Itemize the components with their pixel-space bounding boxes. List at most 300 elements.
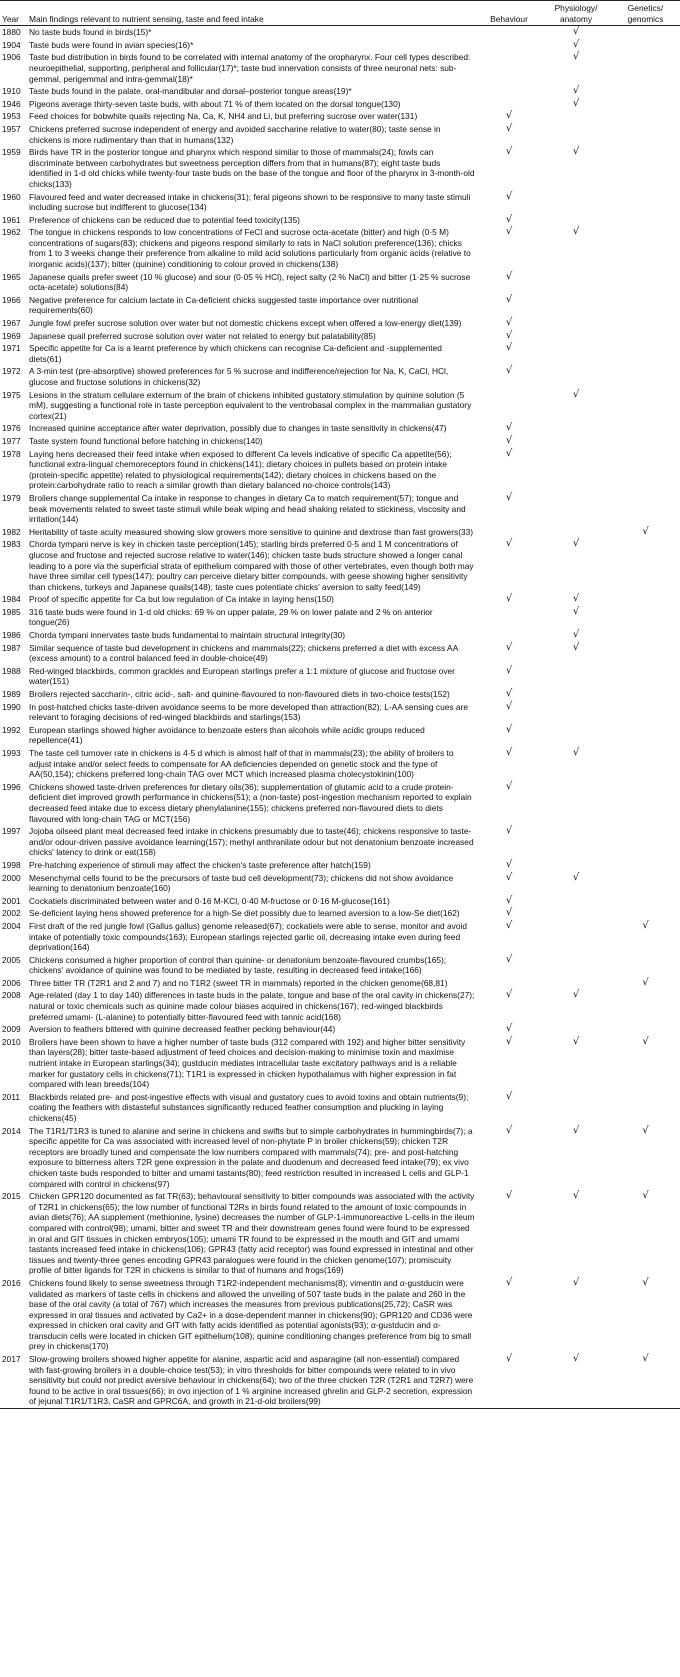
genetics-check: √	[642, 1035, 649, 1047]
findings-cell: Taste buds found in the palate, oral-mandibular and dorsal–posterior tongue areas(19)*	[29, 86, 352, 97]
genetics-check	[611, 389, 680, 423]
behaviour-header: Behaviour	[477, 1, 541, 26]
physiology-check	[541, 724, 611, 747]
year-cell: 2014	[2, 1125, 21, 1136]
physiology-check: √	[572, 85, 580, 97]
year-cell: 1961	[2, 214, 21, 225]
table-row	[0, 330, 680, 343]
findings-cell: Taste buds were found in avian species(16)*	[29, 39, 194, 50]
year-cell: 1988	[2, 665, 21, 676]
year-cell: 1959	[2, 147, 21, 158]
findings-cell: Heritability of taste acuity measured showing slow growers more sensitive to quinine and dextrose than fast growers(33)	[29, 526, 474, 537]
table-body	[0, 26, 680, 1409]
physiology-header: Physiology/ anatomy	[541, 1, 611, 26]
findings-cell: Age-related (day 1 to day 140) differences in taste buds in the palate, tongue and base of the oral cavity in chickens(27); natural or toxic chemicals such as quinine made colour biases acquired in chickens(167); red-winged blackbirds preferred umami- (L-alanine) to potentially bitter-flavoured feed with tannic acid(168)	[29, 990, 475, 1022]
table-row	[0, 98, 680, 111]
table-row	[0, 872, 680, 895]
behaviour-check: √	[477, 1353, 541, 1408]
behaviour-check: √	[505, 747, 513, 758]
genetics-check	[611, 146, 680, 190]
year-cell: 1906	[2, 52, 21, 63]
genetics-check	[611, 593, 680, 606]
table-row	[0, 85, 680, 98]
behaviour-check: √	[505, 780, 513, 792]
year-cell: 2011	[2, 1091, 21, 1102]
behaviour-check	[477, 526, 541, 539]
year-cell: 1993	[2, 748, 21, 758]
year-cell: 2015	[2, 1191, 21, 1202]
findings-cell: Pre-hatching experience of stimuli may affect the chicken's taste preference after hatch(159)	[29, 859, 371, 870]
physiology-check	[541, 907, 611, 920]
year-cell: 1957	[2, 123, 21, 134]
physiology-check	[541, 954, 611, 977]
table-row	[0, 1277, 680, 1353]
year-cell: 1998	[2, 859, 21, 870]
physiology-check: √	[572, 747, 580, 758]
genetics-check	[611, 724, 680, 747]
physiology-check: √	[572, 26, 580, 38]
findings-cell: Blackbirds related pre- and post-ingestive effects with visual and gustatory cues to avoid toxins and obtain nutrients(9); coating the feathers with distasteful substances significantly reduced feather consumption and plucking in laying chickens(45)	[29, 1091, 469, 1123]
physiology-check	[541, 448, 611, 492]
behaviour-check: √	[505, 110, 513, 122]
physiology-check: √	[541, 1353, 611, 1408]
table-row	[0, 123, 680, 146]
year-cell: 2010	[2, 1036, 21, 1047]
table-row	[0, 214, 680, 227]
year-cell: 1966	[2, 294, 21, 305]
behaviour-check	[477, 98, 541, 111]
table-row	[0, 920, 680, 954]
behaviour-check: √	[505, 434, 513, 446]
table-row	[0, 51, 680, 85]
findings-header: Main findings relevant to nutrient sensing, taste and feed intake	[27, 1, 477, 26]
genetics-check	[611, 872, 680, 895]
table-row	[0, 895, 680, 908]
genetics-header: Genetics/ genomics	[611, 1, 680, 26]
behaviour-check: √	[505, 825, 513, 837]
findings-cell: Pigeons average thirty-seven taste buds, with about 71 % of them located on the dorsal tongue(130)	[29, 98, 401, 109]
table-row	[0, 110, 680, 123]
table-row	[0, 989, 680, 1023]
year-cell: 2000	[2, 872, 21, 883]
year-cell: 1962	[2, 227, 21, 238]
genetics-check: √	[642, 919, 649, 931]
physiology-check	[541, 526, 611, 539]
findings-cell: Taste bud distribution in birds found to be correlated with internal anatomy of the oropharynx. Four cell types described: neuroepithelial, supporting, peripheral and follicular(17)*; taste bud innervation consists of three neuronal nets: sub-gemmal, perigemmal and intra-gemmal(18)*	[29, 52, 471, 84]
genetics-check	[611, 330, 680, 343]
findings-cell: Chickens consumed a higher proportion of control than quinine- or denatonium benzoate-flavoured crumbs(165); chickens' avoidance of quinine was found to be mediated by taste, resulting in decreased feed intake(166)	[29, 954, 447, 976]
genetics-check: √	[642, 1190, 649, 1202]
physiology-check: √	[572, 538, 580, 550]
genetics-check	[611, 954, 680, 977]
physiology-check	[541, 665, 611, 688]
year-cell: 1960	[2, 191, 21, 202]
findings-cell: Three bitter TR (T2R1 and 2 and 7) and no T1R2 (sweet TR in mammals) reported in the chicken genome(68,81)	[29, 977, 448, 988]
behaviour-check: √	[505, 1090, 513, 1102]
year-cell: 1953	[2, 111, 21, 122]
behaviour-check: √	[505, 1035, 513, 1047]
year-cell: 1992	[2, 724, 21, 735]
year-cell: 1946	[2, 98, 21, 109]
genetics-check	[611, 629, 680, 642]
behaviour-check: √	[505, 858, 513, 870]
findings-cell: Chorda tympani innervates taste buds fundamental to maintain structural integrity(30)	[29, 630, 346, 641]
physiology-check	[541, 123, 611, 146]
physiology-check: √	[572, 593, 580, 605]
genetics-check	[611, 1091, 680, 1125]
table-row	[0, 629, 680, 642]
genetics-check	[611, 825, 680, 859]
behaviour-check: √	[505, 919, 513, 931]
findings-cell: Se-deficient laying hens showed preference for a high-Se diet possibly due to learned aversion to a low-Se diet(162)	[29, 908, 460, 919]
genetics-check	[611, 665, 680, 688]
year-cell: 2016	[2, 1277, 21, 1288]
year-cell: 2009	[2, 1024, 21, 1035]
findings-cell: Mesenchymal cells found to be the precursors of taste bud cell development(73); chickens did not show avoidance learning to denatonium benzoate(160)	[29, 872, 454, 894]
table-row	[0, 781, 680, 825]
findings-cell: Red-winged blackbirds, common grackles and European starlings prefer a 1:1 mixture of glucose and fructose over water(151)	[29, 665, 455, 687]
findings-cell: Flavoured feed and water decreased intake in chickens(31); feral pigeons shown to be responsive to many taste stimuli including sucrose but indifferent to glucose(134)	[29, 191, 471, 213]
table-row	[0, 342, 680, 365]
year-cell: 2004	[2, 920, 21, 931]
findings-cell: Japanese quails prefer sweet (10 % glucose) and sour (0·05 % HCl), reject salty (2 % NaCl) and bitter (1·25 % sucrose octa-acetate) solutions(84)	[29, 271, 471, 293]
physiology-check	[541, 330, 611, 343]
behaviour-check: √	[505, 538, 513, 550]
genetics-check: √	[642, 1124, 649, 1136]
findings-cell: Lesions in the stratum cellulare externum of the brain of chickens inhibited gustatory stimulation by quinine solution (5 mM), suggesting a functional role in taste perception equivalent to the ventrobasal complex in the mammalian gustatory cortex(21)	[29, 389, 472, 421]
year-cell: 1979	[2, 492, 21, 503]
findings-cell: The tongue in chickens responds to low concentrations of FeCl and sucrose octa-acetate (bitter) and high (0·5 M) concentrations of sugars(83); chickens and pigeons respond similarly to rats in NaCl solution preference(136); chicks from 1 to 3 weeks change their preference from alkaline to mild acid solutions particularly from organic acids (relative to inorganic acids)(137); bitter (quinine) conditioning to colour proved in chickens(138)	[29, 227, 471, 270]
behaviour-check: √	[505, 894, 513, 906]
genetics-check	[611, 448, 680, 492]
physiology-check: √	[572, 146, 580, 158]
physiology-check: √	[572, 97, 580, 109]
behaviour-check: √	[505, 293, 513, 305]
behaviour-check: √	[505, 1190, 513, 1202]
behaviour-check: √	[505, 1124, 513, 1136]
table-row	[0, 1023, 680, 1036]
findings-cell: 316 taste buds were found in 1-d old chicks: 69 % on upper palate, 29 % on lower palate and 2 % on anterior tongue(26)	[29, 606, 433, 628]
year-cell: 1880	[2, 27, 21, 38]
findings-cell: Proof of specific appetite for Ca but low regulation of Ca intake in laying hens(150)	[29, 594, 334, 605]
behaviour-check: √	[505, 1023, 513, 1035]
genetics-check	[611, 317, 680, 330]
year-cell: 1904	[2, 39, 21, 50]
findings-cell: Negative preference for calcium lactate in Ca-deficient chicks suggested taste importance over nutritional requirements(60)	[29, 294, 419, 316]
findings-cell: Cockatiels discriminated between water and 0·16 M-KCl, 0·40 M-fructose or 0·16 M-glucose(161)	[29, 895, 390, 906]
behaviour-check	[477, 51, 541, 85]
physiology-check	[541, 422, 611, 435]
behaviour-check: √	[505, 664, 513, 676]
table-row	[0, 26, 680, 39]
genetics-check: √	[642, 976, 649, 988]
physiology-check	[541, 294, 611, 317]
findings-cell: Preference of chickens can be reduced due to potential feed toxicity(135)	[29, 214, 300, 225]
physiology-check	[541, 492, 611, 526]
genetics-check	[611, 39, 680, 52]
behaviour-check	[477, 977, 541, 990]
findings-cell: Feed choices for bobwhite quails rejecting Na, Ca, K, NH4 and Li, but preferring sucrose over water(131)	[29, 111, 418, 122]
year-cell: 1965	[2, 271, 21, 282]
table-row	[0, 701, 680, 724]
year-cell: 1983	[2, 539, 21, 550]
table-row	[0, 538, 680, 593]
year-cell: 1969	[2, 330, 21, 341]
genetics-check	[611, 26, 680, 39]
year-cell: 1975	[2, 389, 21, 400]
behaviour-check: √	[505, 447, 513, 459]
findings-cell: Laying hens decreased their feed intake when exposed to different Ca levels indicative of specific Ca appetite(56); functional extra-lingual chemoreceptors found in chickens(141); dietary choices in pullets based on protein intake (protein-specific appetite) related to physiological requirements(142); dietary choices in chickens based on the protein:carbohydrate ratio to reach a similar growth than dietary balanced no-choice controls(143)	[29, 448, 452, 491]
genetics-check	[611, 701, 680, 724]
behaviour-check: √	[505, 422, 513, 434]
physiology-check	[541, 317, 611, 330]
year-cell: 2002	[2, 908, 21, 919]
findings-cell: Jojoba oilseed plant meal decreased feed intake in chickens presumably due to taste(46); chickens responsive to taste- and/or odour-driven passive avoidance learning(157); methyl anthranilate odour but not denatonium benzoate increased chicks' latency to drink or eat(158)	[29, 826, 474, 858]
year-cell: 1976	[2, 423, 21, 434]
genetics-check	[611, 492, 680, 526]
physiology-check	[541, 110, 611, 123]
genetics-check	[611, 606, 680, 629]
behaviour-check: √	[505, 907, 513, 919]
year-cell: 1971	[2, 343, 21, 354]
genetics-check	[611, 85, 680, 98]
physiology-check	[541, 1091, 611, 1125]
physiology-check: √	[572, 1276, 580, 1288]
table-row	[0, 526, 680, 539]
year-cell: 1982	[2, 526, 21, 537]
table-row	[0, 954, 680, 977]
table-row	[0, 724, 680, 747]
findings-cell: Chicken GPR120 documented as fat TR(63); behavioural sensitivity to bitter compounds was associated with the activity of T2R1 in chickens(65); the low number of functional T2Rs in birds found related to the amount of toxic compounds in avian diets(76); AA supplement (methionine, lysine) decreases the number of GLP-1-immunoreactive L-cells in the ileum compared with control(98); umami, bitter and sweet TR and their downstream genes found were found to be expressed in oral and GIT tissues in chicken embryos(105); umami TR found to be expressed in the mouth and GIT and umami tastants increased feed intake in chickens(106); GPR43 (fatty acid receptor) was found expressed in intestinal and other tissues and twenty-three genes encoding GPR43 paralogues were found in the chicken genome(107); promiscuity profile of bitter ligands for T2R in chickens is similar to that of humans and frogs(169)	[29, 1191, 475, 1276]
year-cell: 1967	[2, 318, 21, 329]
genetics-check	[611, 435, 680, 448]
physiology-check: √	[572, 388, 580, 400]
physiology-check: √	[572, 51, 580, 63]
physiology-check: √	[572, 989, 580, 1001]
table-row	[0, 1353, 680, 1408]
table-row	[0, 389, 680, 423]
behaviour-check	[477, 39, 541, 52]
year-cell: 1989	[2, 689, 21, 700]
genetics-check	[611, 271, 680, 294]
physiology-check: √	[572, 629, 580, 641]
physiology-check	[541, 688, 611, 701]
genetics-check	[611, 98, 680, 111]
genetics-check	[611, 123, 680, 146]
physiology-check: √	[572, 1035, 580, 1047]
table-row	[0, 271, 680, 294]
genetics-check	[611, 294, 680, 317]
table-row	[0, 226, 680, 270]
findings-cell: The T1R1/T1R3 is tuned to alanine and serine in chickens and swifts but to simple carbohydrates in hummingbirds(7); a specific appetite for Ca was associated with increased level of non-phytate P in broiler chickens(59); chicken T2R receptors are broadly tuned and compensate the low numbers compared with mammals(74); pre- and post-hatching exposure to bitterness alters T2R gene expression in the palate and duodenum and decreased feed intake(79); ex vivo chicken taste buds responded to bitter and umami tastants(80); feed restriction resulted in increased L cells and GLP-1 compared with control in chickens(97)	[29, 1125, 473, 1189]
table-row	[0, 1091, 680, 1125]
table-row	[0, 606, 680, 629]
findings-cell: Broilers have been shown to have a higher number of taste buds (312 compared with 192) and higher bitter sensitivity than layers(28); bitter taste-based adjustment of feed choices and decision-making to minimise toxin and maximise nutrient intake in European starlings(34); gustducin mediates intracellular taste excitatory pathways and is a reliable marker for gustatory cells in chickens(71); T1R1 is expressed in chicken hypothalamus with higher expression in fat compared with lean breeds(104)	[29, 1036, 466, 1090]
behaviour-check: √	[505, 641, 513, 653]
table-row	[0, 907, 680, 920]
genetics-check: √	[642, 1276, 649, 1288]
table-row	[0, 688, 680, 701]
genetics-check	[611, 642, 680, 665]
year-cell: 1986	[2, 630, 21, 641]
table-row	[0, 448, 680, 492]
findings-cell: Jungle fowl prefer sucrose solution over water but not domestic chickens except when offered a low-energy diet(139)	[29, 318, 462, 329]
physiology-check	[541, 271, 611, 294]
year-cell: 1977	[2, 435, 21, 446]
physiology-check: √	[572, 641, 580, 653]
genetics-check: √	[611, 1353, 680, 1408]
year-cell: 1985	[2, 606, 21, 617]
table-row	[0, 294, 680, 317]
table-row	[0, 191, 680, 214]
genetics-check	[611, 422, 680, 435]
physiology-check	[541, 920, 611, 954]
table-row	[0, 422, 680, 435]
behaviour-check: √	[505, 593, 513, 605]
physiology-check: √	[572, 226, 580, 238]
behaviour-check: √	[505, 213, 513, 225]
behaviour-check: √	[505, 317, 513, 329]
year-cell: 1990	[2, 701, 21, 712]
behaviour-check: √	[505, 146, 513, 158]
genetics-check: √	[642, 525, 649, 537]
genetics-check	[611, 781, 680, 825]
behaviour-check	[477, 26, 541, 39]
header-row	[0, 1, 680, 26]
behaviour-check: √	[505, 1276, 513, 1288]
physiology-check	[541, 977, 611, 990]
findings-cell: Slow-growing broilers showed higher appetite for alanine, aspartic acid and asparagine (all non-essential) compared with fast-growing broilers in a double-choice test(53); in vitro thresholds for bitter compounds were related to in vivo sensitivity but could not predict aversive behaviour in chickens(64); two of the three chicken T2R (T2R1 and T2R7) were found to be active in oral tissues(66); in ovo injection of 1 % arginine increased ghrelin and GLP-2 secretion, expression of jejunal T1R1/T1R3, CaSR and GPRC6A, and growth in 21-d-old broilers(99)	[27, 1353, 477, 1408]
genetics-check	[611, 538, 680, 593]
year-cell: 2008	[2, 990, 21, 1001]
physiology-check: √	[572, 38, 580, 50]
table-row	[0, 365, 680, 388]
findings-cell: Aversion to feathers bittered with quinine decreased feather pecking behaviour(44)	[29, 1024, 336, 1035]
behaviour-check: √	[505, 723, 513, 735]
year-header: Year	[0, 1, 27, 26]
physiology-check	[541, 1023, 611, 1036]
table-row	[0, 1036, 680, 1091]
behaviour-check: √	[505, 342, 513, 354]
behaviour-check	[477, 85, 541, 98]
genetics-check	[611, 226, 680, 270]
findings-cell: Chickens showed taste-driven preferences for dietary oils(36); supplementation of glutamic acid to a crude protein-deficient diet improved growth performance in chickens(51); a (non-taste) post-ingestion mechanism reported to explain decreased feed intake due to excess dietary phenylalanine(155); chickens preferred non-flavoured diets to diets flavoured with long-chain TAG or MCT(156)	[29, 781, 472, 824]
table-row	[0, 747, 680, 781]
behaviour-check: √	[505, 329, 513, 341]
physiology-check	[541, 701, 611, 724]
year-cell: 2001	[2, 895, 21, 906]
physiology-check	[541, 781, 611, 825]
findings-cell: Similar sequence of taste bud development in chickens and mammals(22); chickens preferred a diet with excess AA (excess amount) to a control balanced feed in double-choice(49)	[29, 642, 458, 664]
behaviour-check: √	[505, 989, 513, 1001]
physiology-check	[541, 859, 611, 872]
table-row	[0, 977, 680, 990]
physiology-check: √	[572, 871, 580, 883]
physiology-check: √	[572, 1124, 580, 1136]
findings-cell: No taste buds found in birds(15)*	[29, 27, 152, 38]
year-cell: 1984	[2, 594, 21, 605]
findings-cell: Chorda tympani nerve is key in chicken taste perception(145); starling birds preferred 0·5 and 1 M concentrations of glucose and fructose and rejected sucrose relative to water(146); chicken taste buds structure showed a longer canal leading to a pore via the superficial strata of epithelium compared with those of other vertebrates, even though both may have three similar cell types(147); poultry can perceive dietary bitter compounds, with geese showing higher sensitivity than chickens, turkeys and Japanese quails(148); taste cues potentiate chicks' aversion to salty feed(149)	[29, 539, 474, 592]
year-cell: 1978	[2, 448, 21, 459]
physiology-check	[541, 191, 611, 214]
findings-cell: Japanese quail preferred sucrose solution over water not related to energy but palatability(85)	[29, 330, 376, 341]
findings-cell: European starlings showed higher avoidance to benzoate esters than alcohols while acidic groups reduced repellence(41)	[29, 724, 425, 746]
findings-cell: Birds have TR in the posterior tongue and pharynx which respond similar to those of mammals(24); fowls can discriminate between carbohydrates but sweetness perception differs from that in humans(87); eight taste buds identified in 1-d old chicks while twenty-four taste buds on the base of the tongue and floor of the pharynx in 3-month-old chicks(133)	[29, 147, 475, 189]
behaviour-check: √	[505, 365, 513, 377]
year-cell: 2005	[2, 954, 21, 965]
findings-cell: Broilers rejected saccharin-, citric acid-, salt- and quinine-flavoured to non-flavoured diets in two-choice tests(152)	[29, 689, 450, 700]
behaviour-check: √	[505, 491, 513, 503]
findings-cell: Broilers change supplemental Ca intake in response to changes in dietary Ca to match requirement(57); tongue and beak movements related to sweet taste stimuli while beak wiping and head shaking related to stickiness, viscosity and irritation(144)	[29, 492, 466, 525]
genetics-check	[611, 191, 680, 214]
year-cell: 2017	[0, 1353, 27, 1408]
behaviour-check: √	[505, 122, 513, 134]
behaviour-check: √	[505, 688, 513, 700]
year-cell: 1997	[2, 826, 21, 837]
physiology-check: √	[572, 605, 580, 617]
physiology-check	[541, 342, 611, 365]
genetics-check	[611, 688, 680, 701]
table-row	[0, 859, 680, 872]
findings-cell: Specific appetite for Ca is a learnt preference by which chickens can recognise Ca-deficient and -supplemented diets(61)	[29, 343, 442, 364]
year-cell: 2006	[2, 977, 21, 988]
findings-cell: Chickens found likely to sense sweetness through T1R2-independent mechanisms(8); vimentin and α-gustducin were validated as markers of taste cells in chickens and allowed the unveiling of 507 taste buds in the palate and 260 in the base of the oral cavity (a total of 767) which increases the measures from previous publications(25,72); CaSR was expressed in oral tissues and activated by Ca2+ in a dose-dependent manner in chickens(90); GPR120 and CD36 were expressed in chicken oral cavity and GIT with fatty acids identified as potential agonists(93); α-gustducin and α-transducin cells were located in chicken GIT epithelium(108); quinine conditioning changes preference from big to small prey in chickens(170)	[29, 1277, 473, 1352]
findings-cell: Increased quinine acceptance after water deprivation, possibly due to changes in taste sensitivity in chickens(47)	[29, 423, 447, 434]
behaviour-check	[477, 629, 541, 642]
genetics-check	[611, 907, 680, 920]
physiology-check: √	[572, 1190, 580, 1202]
table-row	[0, 825, 680, 859]
table-row	[0, 435, 680, 448]
findings-cell: Taste system found functional before hatching in chickens(140)	[29, 435, 263, 446]
behaviour-check: √	[505, 953, 513, 965]
genetics-check	[611, 1023, 680, 1036]
table-row	[0, 1125, 680, 1191]
physiology-check	[541, 214, 611, 227]
table-row	[0, 492, 680, 526]
genetics-check	[611, 342, 680, 365]
year-cell: 1996	[2, 781, 21, 792]
genetics-check	[611, 51, 680, 85]
behaviour-check: √	[505, 226, 513, 238]
physiology-check	[541, 895, 611, 908]
physiology-check	[541, 365, 611, 388]
table-row	[0, 317, 680, 330]
findings-cell: Chickens preferred sucrose independent of energy and avoided saccharine relative to water(80); taste sense in chickens is more rudimentary than that in humans(132)	[29, 123, 441, 145]
year-cell: 1987	[2, 642, 21, 653]
genetics-check	[611, 989, 680, 1023]
findings-cell: The taste cell turnover rate in chickens is 4·5 d which is almost half of that in mammals(23); the ability of broilers to adjust intake and/or select feeds to compensate for AA deficiencies depended on genetic stock and the type of AA(50,154); chickens preferred long-chain TAG over MCT which increased plasma cholecystokinin(100)	[29, 748, 454, 780]
genetics-check	[611, 214, 680, 227]
behaviour-check: √	[505, 871, 513, 883]
behaviour-check	[477, 389, 541, 423]
year-cell: 1910	[2, 86, 21, 97]
table-row	[0, 665, 680, 688]
genetics-check	[611, 895, 680, 908]
table-row	[0, 1190, 680, 1277]
physiology-check	[541, 825, 611, 859]
behaviour-check: √	[505, 270, 513, 282]
genetics-check	[611, 365, 680, 388]
genetics-check	[611, 859, 680, 872]
table-row	[0, 642, 680, 665]
table-row	[0, 146, 680, 190]
year-cell: 1972	[2, 366, 21, 377]
physiology-check	[541, 435, 611, 448]
behaviour-check	[477, 606, 541, 629]
table-row	[0, 39, 680, 52]
genetics-check	[611, 110, 680, 123]
